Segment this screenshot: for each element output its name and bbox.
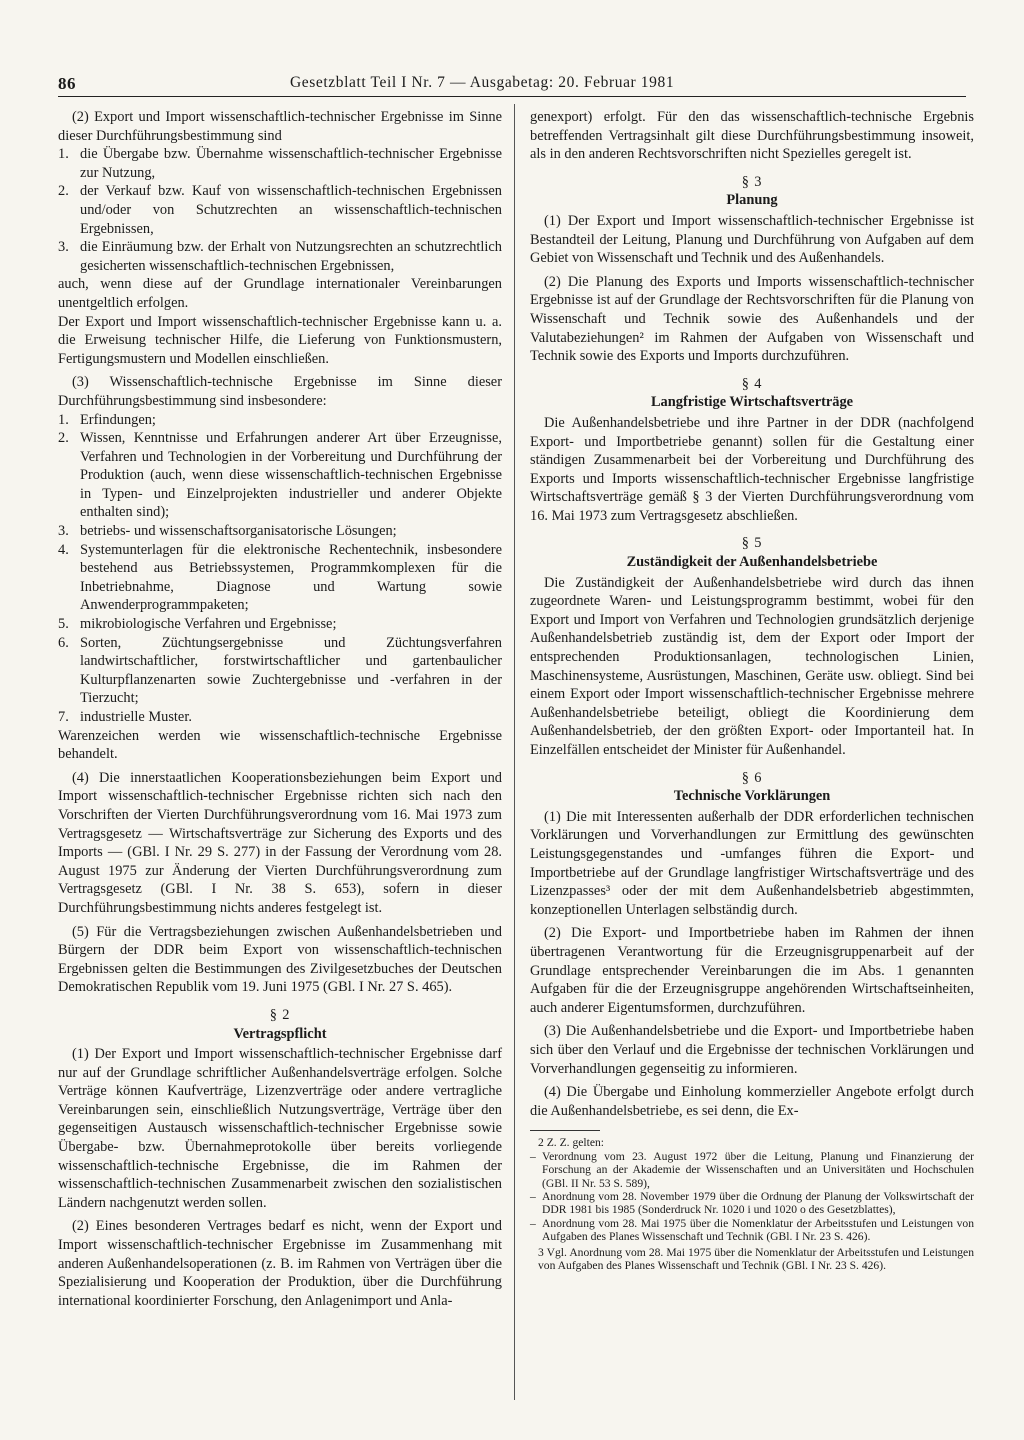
footnote-2-heading: 2 Z. Z. gelten: bbox=[538, 1136, 605, 1150]
section-title: Langfristige Wirtschaftsverträge bbox=[650, 394, 854, 411]
section-2-paragraph-1: (1) Der Export und Import wissenschaftlich-technischer Ergebnisse darf nur auf der Grundlage schriftlicher Außenhandelsverträge erfolgen. Solche Verträge können Kaufverträge, Lizenzverträge oder andere vertragliche Vereinbarungen sein, einschließlich Nutzungsverträge, Verträge über den gegenseitigen Austausch wissenschaftlich-technischer Ergebnisse sowie Übergabe- bzw. Übernahmeprotokolle über bereits vorliegende wissenschaftlich-technische Ergebnisse, die im Rahmen der wissenschaftlich-technischen Zusammenarbeit zwischen den sozialistischen Ländern nachgenutzt werden sollen. bbox=[58, 1046, 502, 1211]
paragraph-3-after: Warenzeichen werden wie wissenschaftlich-technische Ergebnisse behandelt. bbox=[58, 727, 502, 763]
paragraph-2-intro: (2) Export und Import wissenschaftlich-technischer Ergebnisse im Sinne dieser Durchführungsbestimmung sind bbox=[58, 109, 502, 144]
running-head: Gesetzblatt Teil I Nr. 7 — Ausgabetag: 20. Februar 1981 bbox=[290, 74, 675, 91]
list-item bbox=[58, 708, 502, 727]
list-item bbox=[58, 182, 502, 238]
list-text: betriebs- und wissenschaftsorganisatorische Lösungen; bbox=[80, 523, 397, 540]
list-item bbox=[58, 541, 502, 615]
section-6-paragraph-2: (2) Die Export- und Importbetriebe haben im Rahmen der ihnen übertragenen Verantwortung für die Erzeugnisgruppenarbeit auf der Grundlage entsprechender Vereinbarungen die im Abs. 1 genannten Aufgaben für die der Erzeugnisgruppe angehörenden Wirtschaftseinheiten, auch anderer Eigentumsformen, durchzuführen. bbox=[530, 925, 974, 1016]
section-6-paragraph-4: (4) Die Übergabe und Einholung kommerzieller Angebote erfolgt durch die Außenhandelsbetriebe, es sei denn, die Ex- bbox=[530, 1084, 974, 1119]
list-number: 2. bbox=[58, 430, 69, 447]
footnote-text: Verordnung vom 23. August 1972 über die Leitung, Planung und Finanzierung der Forschung an der Akademie der Wissenschaften und an Universitäten und Hochschulen (GBl. II Nr. 53 S. 589), bbox=[542, 1149, 974, 1190]
section-number: § 4 bbox=[741, 375, 763, 392]
list-item bbox=[58, 145, 502, 182]
paragraph-2-after-2: Der Export und Import wissenschaftlich-technischer Ergebnisse kann u. a. die Erweisung technischer Hilfe, die Lieferung von Funktionsmustern, Fertigungsmustern und Modellen einschließen. bbox=[58, 313, 502, 367]
list-number: 1. bbox=[58, 146, 69, 163]
list-text: der Verkauf bzw. Kauf von wissenschaftlich-technischen Ergebnissen und/oder von Schutzrechten an wissenschaftlich-technischen Ergebnissen, bbox=[80, 183, 502, 237]
dash-icon: – bbox=[530, 1149, 536, 1163]
section-6-paragraph-1: (1) Die mit Interessenten außerhalb der DDR erforderlichen technischen Vorklärungen und Vorverhandlungen zur Ermittlung des gewünschten Leistungsgegenstandes und -umfanges führen die Export- und Importbetriebe auf der Grundlage langfristiger Wirtschaftsverträge und des Lizenzpasses³ oder der mit dem Außenhandelsbetrieb abgestimmten, konzeptionellen Unterlagen selbständig durch. bbox=[530, 808, 974, 918]
list-item bbox=[58, 634, 502, 708]
list-number: 3. bbox=[58, 239, 69, 256]
paragraph-4: (4) Die innerstaatlichen Kooperationsbeziehungen beim Export und Import wissenschaftlich-technischer Ergebnisse richten sich nach den Vorschriften der Vierten Durchführungsverordnung vom 16. Mai 1973 zum Vertragsgesetz — Wirtschaftsverträge zur Sicherung des Exports und des Imports — (GBl. I Nr. 29 S. 277) in der Fassung der Verordnung vom 28. August 1975 zur Änderung der Vierten Durchführungsverordnung zum Vertragsgesetz (GBl. I Nr. 38 S. 653), sofern in dieser Durchführungsbestimmung nichts anderes festgelegt ist. bbox=[58, 769, 502, 916]
list-text: mikrobiologische Verfahren und Ergebnisse; bbox=[80, 616, 337, 633]
paragraph-3-intro: (3) Wissenschaftlich-technische Ergebnisse im Sinne dieser Durchführungsbestimmung sind insbesondere: bbox=[58, 374, 502, 409]
section-5-paragraph-1: Die Zuständigkeit der Außenhandelsbetriebe wird durch das ihnen zugeordnete Waren- und Leistungsprogramm bestimmt, wobei für den Export und Import von Verfahren und Technologien grundsätzlich derjenige Außenhandelsbetrieb zuständig ist, dem der Export oder Import der entsprechenden Produktionsanlagen, technologischen Linien, Maschinensysteme, Ausrüstungen, Maschinen, Geräte usw. obliegt. Sind bei einem Export oder Import wissenschaftlich-technischer Ergebnisse mehrere Außenhandelsbetriebe beteiligt, obliegt die Koordinierung dem Außenhandelsbetrieb, der den größten Export- oder Importanteil hat. In Einzelfällen entscheidet der Minister für Außenhandel. bbox=[530, 574, 974, 758]
paragraph-2-after: auch, wenn diese auf der Grundlage internationaler Vereinbarungen unentgeltlich erfolgen. bbox=[58, 276, 502, 311]
dash-icon: – bbox=[530, 1189, 536, 1203]
right-column bbox=[530, 108, 974, 1272]
section-6-paragraph-3: (3) Die Außenhandelsbetriebe und die Export- und Importbetriebe haben sich über den Verlauf und die Ergebnisse der technischen Vorklärungen und Vorverhandlungen gegenseitig zu informieren. bbox=[530, 1023, 974, 1077]
section-number: § 3 bbox=[741, 173, 763, 190]
section-title: Vertragspflicht bbox=[233, 1025, 327, 1042]
section-3-paragraph-1: (1) Der Export und Import wissenschaftlich-technischer Ergebnisse ist Bestandteil der Leitung, Planung und Durchführung von Aufgaben auf dem Gebiet von Wissenschaft und Technik und des Außenhandels. bbox=[530, 212, 974, 267]
list-item bbox=[58, 411, 502, 430]
list-item bbox=[58, 238, 502, 275]
list-text: die Einräumung bzw. der Erhalt von Nutzungsrechten an schutzrechtlich gesicherten wissenschaftlich-technischen Ergebnissen, bbox=[80, 239, 502, 274]
continued-paragraph: genexport) erfolgt. Für den das wissenschaftlich-technische Ergebnis betreffenden Vertragsinhalt gilt diese Durchführungsbestimmung insoweit, als in den anderen Rechtsvorschriften nicht Spezielles geregelt ist. bbox=[530, 109, 974, 163]
list-number: 5. bbox=[58, 616, 69, 633]
list-number: 3. bbox=[58, 523, 69, 540]
paragraph-5: (5) Für die Vertragsbeziehungen zwischen Außenhandelsbetrieben und Bürgern der DDR beim Export von wissenschaftlich-technischen Ergebnissen gelten die Bestimmungen des Zivilgesetzbuches der Deutschen Demokratischen Republik vom 19. Juni 1975 (GBl. I Nr. 27 S. 465). bbox=[58, 923, 502, 996]
list-item bbox=[58, 429, 502, 522]
list-text: die Übergabe bzw. Übernahme wissenschaftlich-technischer Ergebnisse zur Nutzung, bbox=[80, 146, 502, 181]
list-item bbox=[58, 522, 502, 541]
list-number: 4. bbox=[58, 541, 69, 558]
column-divider bbox=[514, 104, 515, 1400]
footnote-item bbox=[530, 1150, 974, 1190]
section-title: Technische Vorklärungen bbox=[673, 788, 831, 805]
page-number: 86 bbox=[58, 74, 76, 93]
footnote-item bbox=[530, 1217, 974, 1244]
section-number: § 6 bbox=[741, 769, 763, 786]
footnote-text: Anordnung vom 28. Mai 1975 über die Nomenklatur der Arbeitsstufen und Leistungen von Aufgaben des Planes Wissenschaft und Technik (GBl. I Nr. 23 S. 426). bbox=[542, 1216, 974, 1244]
section-4-paragraph-1: Die Außenhandelsbetriebe und ihre Partner in der DDR (nachfolgend Export- und Importbetriebe genannt) sollen für die Gestaltung einer ständigen Zusammenarbeit bei der Vorbereitung und Durchführung des Exports und Imports wissenschaftlich-technischer Ergebnisse langfristige Wirtschaftsverträge gemäß § 3 der Vierten Durchführungsverordnung vom 16. Mai 1973 zum Vertragsgesetz abschließen. bbox=[530, 414, 974, 524]
list-text: Systemunterlagen für die elektronische Rechentechnik, insbesondere bestehend aus Betriebssystemen, Programmkomplexen für die Inbetriebnahme, Diagnose und Wartung sowie Anwenderprogrammpaketen; bbox=[80, 541, 502, 614]
footnote-text: Anordnung vom 28. November 1979 über die Ordnung der Planung der Volkswirtschaft der DDR 1981 bis 1985 (Sonderdruck Nr. 1020 i und 1020 o des Gesetzblattes), bbox=[542, 1189, 974, 1217]
list-number: 1. bbox=[58, 411, 69, 428]
section-2-paragraph-2: (2) Eines besonderen Vertrages bedarf es nicht, wenn der Export und Import wissenschaftlich-technischer Ergebnisse im Zusammenhang mit anderen Außenhandelsoperationen (z. B. im Rahmen von Verträgen über die Spezialisierung und Kooperation der Produktion, über die Durchführung international koordinierter Forschung, den Anlagenimport und Anla- bbox=[58, 1218, 502, 1309]
list-item bbox=[58, 615, 502, 634]
header-rule bbox=[58, 96, 966, 97]
dash-icon: – bbox=[530, 1216, 536, 1230]
list-text: Erfindungen; bbox=[80, 411, 156, 428]
list-number: 2. bbox=[58, 183, 69, 200]
section-title: Planung bbox=[726, 192, 778, 209]
list-text: Wissen, Kenntnisse und Erfahrungen anderer Art über Erzeugnisse, Verfahren und Technologien in der Vorbereitung und Durchführung der Produktion (auch, wenn diese wissenschaftlich-technischen Ergebnisse in Typen- und Einzelprojekten industrieller und anderer Objekte enthalten sind); bbox=[80, 430, 502, 521]
footnote-rule bbox=[530, 1130, 600, 1131]
section-number: § 5 bbox=[741, 535, 763, 552]
section-title: Zuständigkeit der Außenhandelsbetriebe bbox=[626, 554, 878, 571]
section-3-paragraph-2: (2) Die Planung des Exports und Imports wissenschaftlich-technischer Ergebnisse ist auf der Grundlage der Rechtsvorschriften für die Planung von Wissenschaft und Technik sowie des Außenhandels und der Valutabeziehungen² im Rahmen der Aufgaben von Wissenschaft und Technik sowie des Exports und Imports durchzuführen. bbox=[530, 273, 974, 365]
list-text: Sorten, Züchtungsergebnisse und Züchtungsverfahren landwirtschaftlicher, forstwirtschaftlicher und gartenbaulicher Kulturpflanzenarten sowie Zuchtergebnisse und -verfahren in der Tierzucht; bbox=[80, 634, 502, 707]
list-text: industrielle Muster. bbox=[80, 709, 192, 725]
left-column bbox=[58, 108, 502, 1310]
footnote-item bbox=[530, 1190, 974, 1217]
list-number: 7. bbox=[58, 709, 69, 725]
section-number: § 2 bbox=[269, 1006, 291, 1023]
footnote-3: 3 Vgl. Anordnung vom 28. Mai 1975 über die Nomenklatur der Arbeitsstufen und Leistungen von Aufgaben des Planes Wissenschaft und Technik (GBl. I Nr. 23 S. 426). bbox=[538, 1245, 974, 1272]
list-number: 6. bbox=[58, 634, 69, 651]
